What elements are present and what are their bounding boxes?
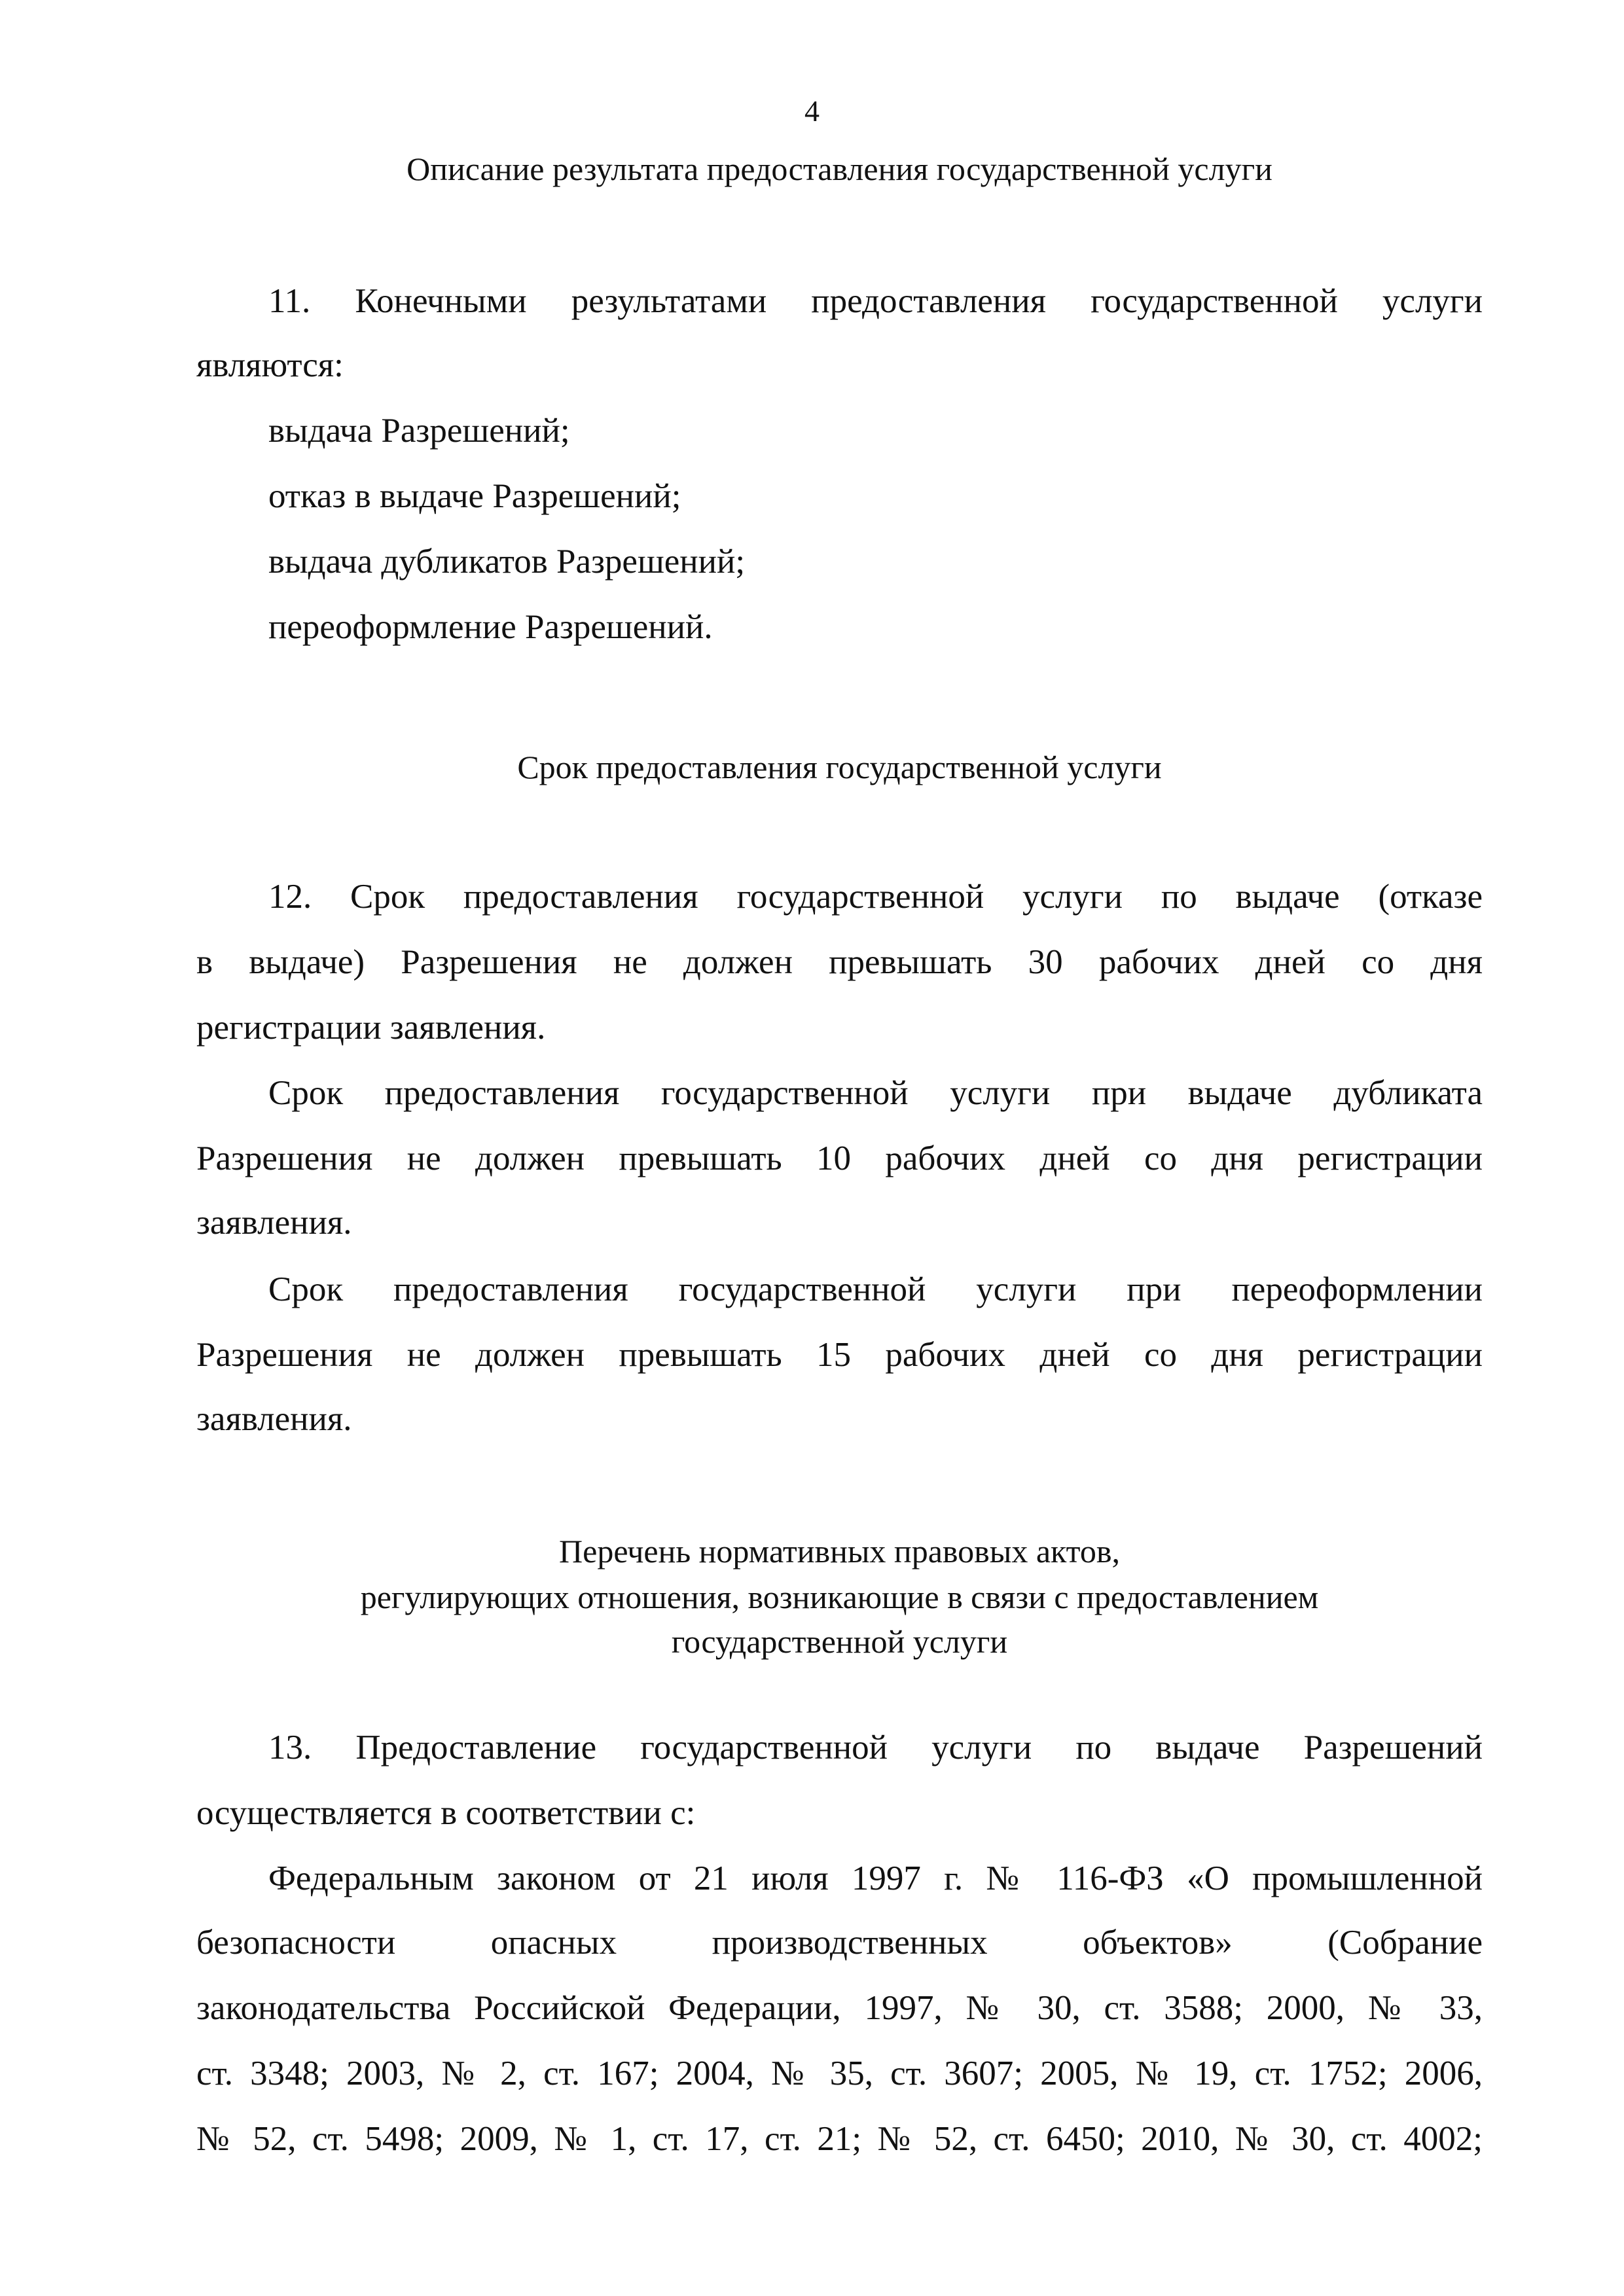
list-item: переоформление Разрешений. [268,608,713,646]
list-item: выдача дубликатов Разрешений; [268,543,746,581]
paragraph-12-2-line-2: Разрешения не должен превышать 10 рабочих дней со дня регистрации [196,1139,1483,1177]
paragraph-12-2-line-1: Срок предоставления государственной услуги при выдаче дубликата [268,1074,1483,1112]
paragraph-12-line-1: 12. Срок предоставления государственной услуги по выдаче (отказе [268,878,1483,916]
paragraph-13-line-3: Федеральным законом от 21 июля 1997 г. № 116-ФЗ «О промышленной [268,1859,1483,1897]
paragraph-11-line-2: являются: [196,346,344,384]
list-item: отказ в выдаче Разрешений; [268,477,681,515]
section-heading-acts-line-2: регулирующих отношения, возникающие в связи с предоставлением [360,1579,1319,1615]
section-heading-term: Срок предоставления государственной услуги [517,749,1162,785]
paragraph-12-line-2: в выдаче) Разрешения не должен превышать 30 рабочих дней со дня [196,943,1483,981]
paragraph-13-line-5: законодательства Российской Федерации, 1997, № 30, ст. 3588; 2000, № 33, [196,1989,1483,2027]
paragraph-13-line-2: осуществляется в соответствии с: [196,1794,696,1832]
paragraph-12-3-line-3: заявления. [196,1400,352,1438]
paragraph-12-2-line-3: заявления. [196,1204,352,1242]
paragraph-13-line-7: № 52, ст. 5498; 2009, № 1, ст. 17, ст. 21; № 52, ст. 6450; 2010, № 30, ст. 4002; [196,2120,1483,2158]
paragraph-11-line-1: 11. Конечными результатами предоставления государственной услуги [268,282,1483,320]
section-heading-acts-line-1: Перечень нормативных правовых актов, [559,1533,1120,1570]
paragraph-13-line-4: безопасности опасных производственных объектов» (Собрание [196,1924,1483,1962]
paragraph-12-3-line-1: Срок предоставления государственной услуги при переоформлении [268,1270,1483,1308]
paragraph-12-line-3: регистрации заявления. [196,1009,546,1047]
section-heading-acts-line-3: государственной услуги [671,1623,1008,1660]
page-number: 4 [804,94,820,128]
paragraph-13-line-6: ст. 3348; 2003, № 2, ст. 167; 2004, № 35, ст. 3607; 2005, № 19, ст. 1752; 2006, [196,2054,1483,2092]
section-heading-result: Описание результата предоставления государственной услуги [406,151,1272,187]
paragraph-13-line-1: 13. Предоставление государственной услуги по выдаче Разрешений [268,1729,1483,1767]
list-item: выдача Разрешений; [268,412,570,450]
paragraph-12-3-line-2: Разрешения не должен превышать 15 рабочих дней со дня регистрации [196,1336,1483,1374]
